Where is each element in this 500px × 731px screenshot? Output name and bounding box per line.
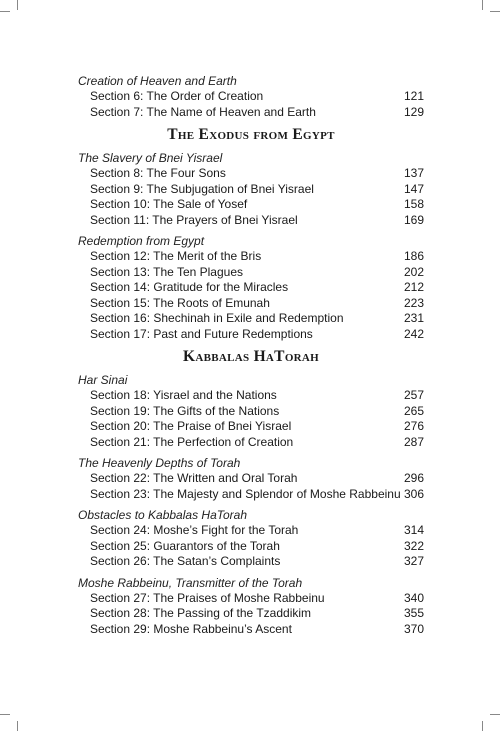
- page-number: 296: [403, 471, 424, 485]
- toc-entry: [78, 197, 424, 213]
- page-number: 265: [403, 403, 424, 418]
- page-number: 231: [403, 311, 424, 325]
- toc-entry: [78, 296, 424, 312]
- page-number: 355: [403, 606, 424, 620]
- toc-entry: [78, 166, 424, 182]
- entry-label: Section 24: Moshe’s Fight for the Torah: [90, 523, 299, 537]
- entry-label: Section 19: The Gifts of the Nations: [90, 403, 280, 418]
- page-number: 287: [403, 434, 424, 449]
- toc-group: [78, 151, 424, 228]
- toc-entry: [78, 213, 424, 229]
- crop-mark: [0, 714, 10, 715]
- toc-group: [78, 234, 424, 342]
- entry-label: Section 8: The Four Sons: [90, 166, 226, 180]
- page-number: 340: [403, 590, 424, 605]
- toc-entry: [78, 388, 424, 404]
- entry-label: Section 11: The Prayers of Bnei Yisrael: [90, 212, 298, 227]
- entry-label: Section 21: The Perfection of Creation: [90, 434, 294, 449]
- toc-group: [78, 576, 424, 638]
- toc-entry: [78, 280, 424, 296]
- toc-entry: [78, 182, 424, 198]
- toc-entry: [78, 311, 424, 327]
- toc-entry: [78, 591, 424, 607]
- page-number: 223: [403, 295, 424, 310]
- page-number: 276: [403, 419, 424, 433]
- entry-label: Section 20: The Praise of Bnei Yisrael: [90, 419, 292, 433]
- crop-mark: [482, 0, 483, 10]
- entry-label: Section 6: The Order of Creation: [90, 89, 264, 103]
- page-number: 322: [403, 538, 424, 553]
- toc-entry: [78, 265, 424, 281]
- page-number: 202: [403, 264, 424, 279]
- crop-mark: [490, 11, 500, 12]
- page-number: 314: [403, 523, 424, 537]
- toc-entry: [78, 89, 424, 105]
- entry-label: Section 25: Guarantors of the Torah: [90, 538, 280, 553]
- toc-entry: [78, 249, 424, 265]
- entry-label: Section 15: The Roots of Emunah: [90, 295, 270, 310]
- entry-label: Section 9: The Subjugation of Bnei Yisrael: [90, 181, 314, 196]
- entry-label: Section 12: The Merit of the Bris: [90, 249, 262, 263]
- toc-entry: [78, 105, 424, 121]
- page-number: 327: [403, 554, 424, 568]
- toc-entry: [78, 523, 424, 539]
- toc-entry: [78, 404, 424, 420]
- toc-entry: [78, 471, 424, 487]
- toc-entry: [78, 539, 424, 555]
- toc-group: [78, 373, 424, 450]
- entry-label: Section 26: The Satan’s Complaints: [90, 554, 281, 568]
- page-number: 257: [403, 388, 424, 402]
- toc-entry: [78, 622, 424, 638]
- entry-label: Section 14: Gratitude for the Miracles: [90, 280, 289, 294]
- page-number: 129: [403, 104, 424, 119]
- entry-label: Section 27: The Praises of Moshe Rabbeinu: [90, 590, 325, 605]
- entry-label: Section 18: Yisrael and the Nations: [90, 388, 277, 402]
- entry-label: Section 29: Moshe Rabbeinu’s Ascent: [90, 621, 292, 636]
- page-number: 212: [403, 280, 424, 294]
- toc-entry: [78, 327, 424, 343]
- page-number: 169: [403, 212, 424, 227]
- group-title: Har Sinai: [78, 373, 128, 387]
- crop-mark: [17, 721, 18, 731]
- group-title: Obstacles to Kabbalas HaTorah: [78, 508, 247, 522]
- crop-mark: [0, 11, 10, 12]
- group-title: Moshe Rabbeinu, Transmitter of the Torah: [78, 575, 303, 590]
- entry-label: Section 13: The Ten Plagues: [90, 264, 243, 279]
- page-number: 121: [403, 89, 424, 103]
- crop-mark: [482, 721, 483, 731]
- entry-label: Section 16: Shechinah in Exile and Redemption: [90, 311, 344, 325]
- toc-entry: [78, 419, 424, 435]
- entry-label: Section 10: The Sale of Yosef: [90, 197, 248, 211]
- entry-label: Section 28: The Passing of the Tzaddikim: [90, 606, 312, 620]
- part-heading: The Exodus from Egypt: [167, 126, 335, 143]
- toc-entry: [78, 435, 424, 451]
- page-number: 137: [403, 166, 424, 180]
- group-title: The Slavery of Bnei Yisrael: [78, 151, 223, 165]
- page-number: 158: [403, 197, 424, 211]
- group-title: The Heavenly Depths of Torah: [78, 456, 241, 470]
- entry-label: Section 23: The Majesty and Splendor of Moshe Rabbeinu: [90, 486, 401, 501]
- toc-entry: [78, 606, 424, 622]
- page-number: 186: [403, 249, 424, 263]
- toc-entry: [78, 487, 424, 503]
- entry-label: Section 7: The Name of Heaven and Earth: [90, 104, 316, 119]
- table-of-contents: [78, 74, 424, 643]
- page-number: 242: [403, 326, 424, 341]
- toc-group: [78, 74, 424, 120]
- toc-group: [78, 456, 424, 502]
- group-title: Redemption from Egypt: [78, 234, 205, 248]
- crop-mark: [490, 714, 500, 715]
- page-number: 370: [403, 621, 424, 636]
- entry-label: Section 17: Past and Future Redemptions: [90, 326, 313, 341]
- page-number: 147: [403, 181, 424, 196]
- group-title: Creation of Heaven and Earth: [78, 74, 237, 88]
- toc-group: [78, 508, 424, 570]
- toc-entry: [78, 554, 424, 570]
- crop-mark: [17, 0, 18, 10]
- part-heading: Kabbalas HaTorah: [182, 348, 320, 365]
- entry-label: Section 22: The Written and Oral Torah: [90, 471, 298, 485]
- page-number: 306: [403, 486, 424, 501]
